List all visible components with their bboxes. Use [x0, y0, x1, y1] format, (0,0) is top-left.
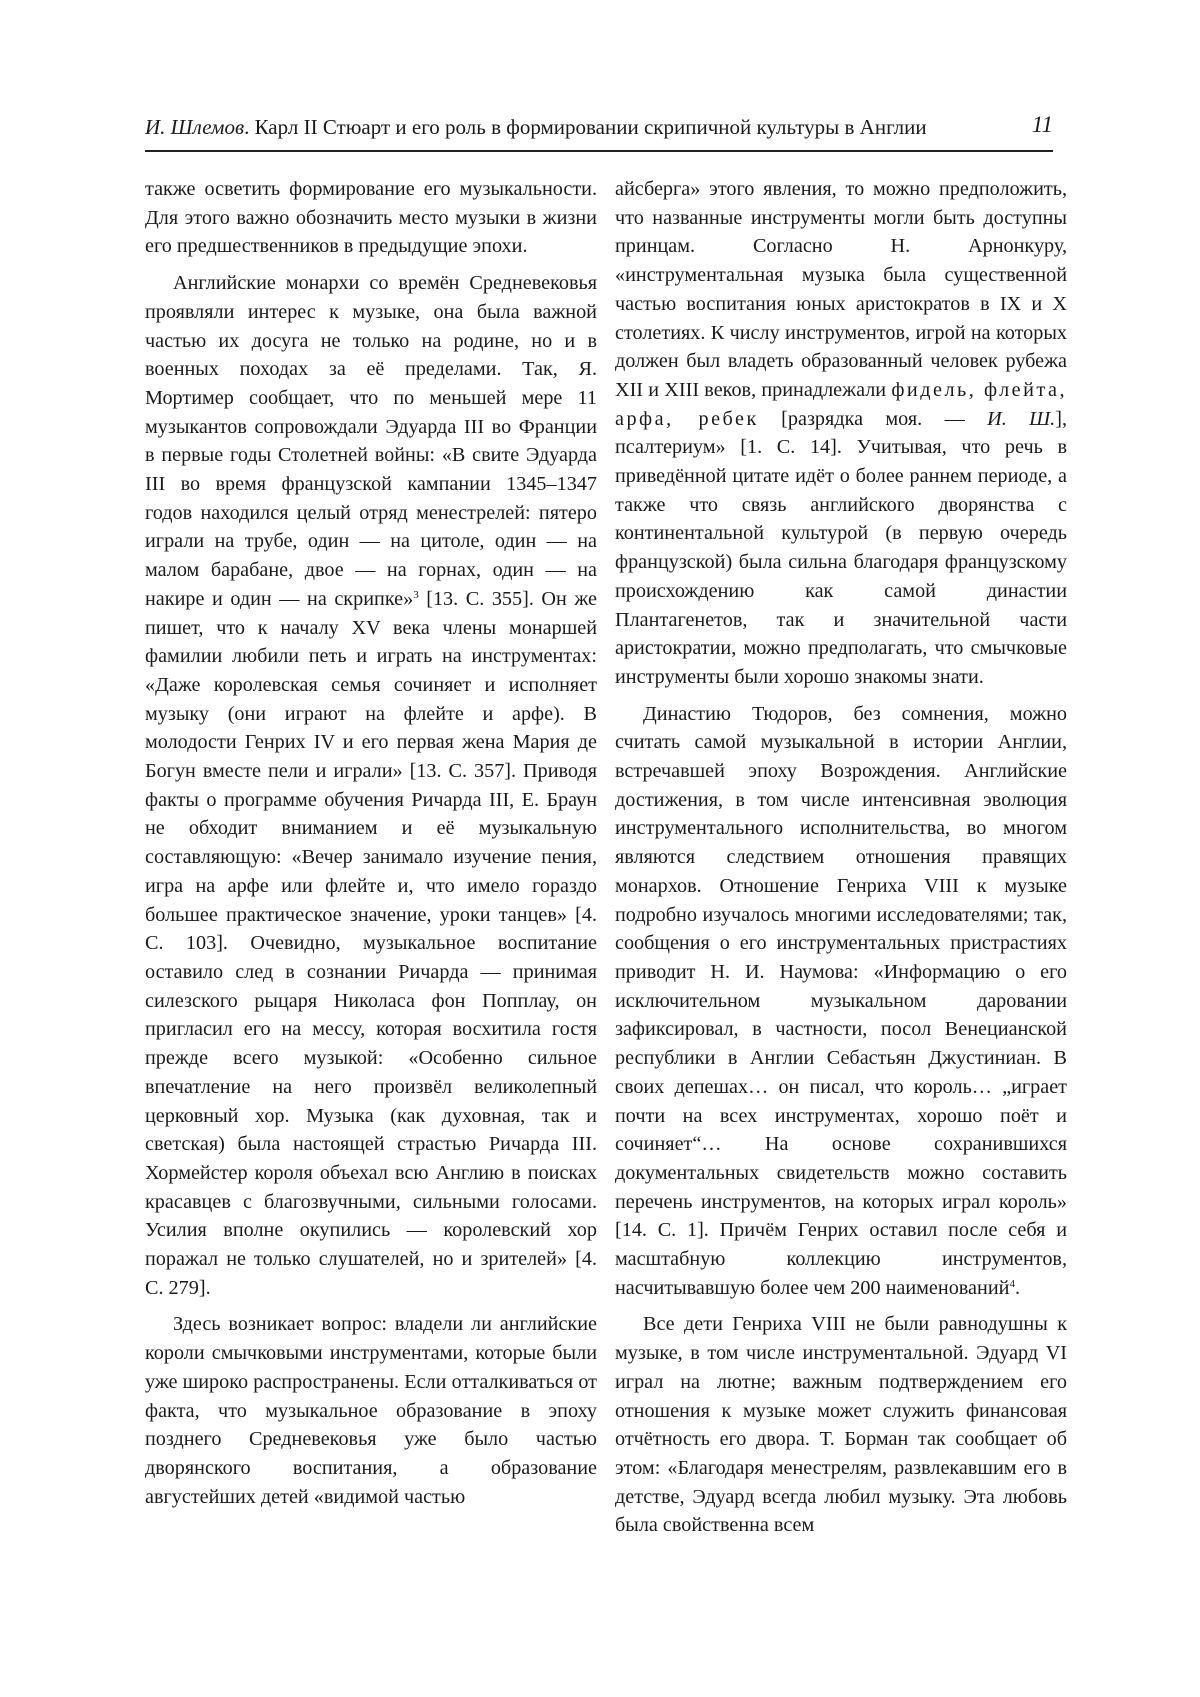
paragraph	[615, 700, 1067, 1303]
paragraph	[615, 175, 1067, 692]
paragraph-text: [13. С. 355]. Он же пишет, что к началу XV века члены монаршей фамилии любили петь и играть на инструментах: «Даже королевская семья сочиняет и исполняет музыку (они играют на флейте и арфе). В молодости Генрих IV и его первая жена Мария де Богун вместе пели и играли» [13. С. 357]. Приводя факты о программе обучения Ричарда III, Е. Браун не обходит вниманием и её музыкальную составляющую: «Вечер занимало изучение пения, игра на арфе или флейте и, что имело гораздо большее практическое значение, уроки танцев» [4. С. 103]. Очевидно, музыкальное воспитание оставило след в сознании Ричарда — принимая силезского рыцаря Николаса фон Попплау, он пригласил его на мессу, которая восхитила гостя прежде всего музыкой: «Особенно сильное впечатление на него произвёл великолепный церковный хор. Музыка (как духовная, так и светская) была настоящей страстью Ричарда III. Хормейстер короля объехал всю Англию в поисках красавцев с благозвучными, сильными голосами. Усилия вполне окупились — королевский хор поражал не только слушателей, но и зрителей» [4. С. 279].	[145, 587, 598, 1299]
spaced-emphasis: фидель, флейта, арфа, ребек	[615, 378, 1067, 430]
paragraph: также осветить формирование его музыкальности. Для этого важно обозначить место музыки в жизни его предшественников в предыдущие эпохи.	[145, 178, 597, 258]
paragraph: Здесь возникает вопрос: владели ли английские короли смычковыми инструментами, которые были уже широко распространены. Если отталкиваться от факта, что музыкальное образование в эпоху позднего Средневековья уже было частью дворянского воспитания, а образование августейших детей «видимой частью	[145, 1313, 597, 1508]
left-column	[145, 175, 597, 1511]
paragraph	[145, 269, 597, 1302]
right-column	[615, 175, 1067, 1540]
header-author: И. Шлемов	[145, 115, 245, 139]
page-number: 11	[1031, 112, 1053, 137]
paragraph-text: айсберга» этого явления, то можно предположить, что названные инструменты могли быть доступны принцам. Согласно Н. Арнонкуру, «инструментальная музыка была существенной частью воспитания юных аристократов в IX и X столетиях. К числу инструментов, игрой на которых должен был владеть образованный человек рубежа XII и XIII веков, принадлежали	[615, 178, 1067, 401]
running-header	[145, 108, 1053, 152]
footnote-marker[interactable]: 3	[413, 588, 419, 601]
paragraph-text: [разрядка моя. —	[758, 407, 988, 430]
paragraph-text: Английские монархи со времён Средневековья проявляли интерес к музыке, она была важной частью их досуга не только на родине, но и в военных походах за её пределами. Так, Я. Мортимер сообщает, что по меньшей мере 11 музыкантов сопровождали Эдуарда III во Франции в первые годы Столетней войны: «В свите Эдуарда III во время французской кампании 1345–1347 годов находился целый отряд менестрелей: пятеро играли на трубе, один — на цитоле, один — на малом барабане, двое — на горнах, один — на накире и один — на скрипке»	[145, 272, 597, 610]
paragraph-text: .	[1014, 1276, 1020, 1299]
paragraph-text: Династию Тюдоров, без сомнения, можно считать самой музыкальной в истории Англии, встречавшей эпоху Возрождения. Английские достижения, в том числе интенсивная эволюция инструментального исполнительства, во многом являются следствием отношения правящих монархов. Отношение Генриха VIII к музыке подробно изучалось многими исследователями; так, сообщения о его инструментальных пристрастиях приводит Н. И. Наумова: «Информацию о его исключительном музыкальном даровании зафиксировал, в частности, посол Венецианской республики в Англии Себастьян Джустиниан. В своих депешах… он писал, что король… „играет почти на всех инструментах, хорошо поёт и сочиняет“… На основе сохранившихся документальных свидетельств можно составить перечень инструментов, на которых играл король» [14. С. 1]. Причём Генрих оставил после себя и масштабную коллекцию инструментов, насчитывавшую более чем 200 наименований	[615, 702, 1067, 1299]
author-initials: И. Ш.	[987, 407, 1056, 430]
footnote-marker[interactable]: 4	[1009, 1277, 1015, 1290]
paragraph: Все дети Генриха VIII не были равнодушны к музыке, в том числе инструментальной. Эдуард VI играл на лютне; важным подтверждением его отношения к музыке может служить финансовая отчётность его двора. Т. Борман так сообщает об этом: «Благодаря менестрелям, развлекавшим его в детстве, Эдуард всегда любил музыку. Эта любовь была свойственна всем	[615, 1313, 1067, 1537]
header-title-line	[145, 112, 927, 142]
paragraph-text: ], псалтериум» [1. С. 14]. Учитывая, что речь в приведённой цитате идёт о более раннем периоде, а также что связь английского дворянства с континентальной культурой (в первую очередь французской) была сильна благодаря французскому происхождению как самой династии Плантагенетов, так и значительной части аристократии, можно предполагать, что смычковые инструменты были хорошо знакомы знати.	[615, 407, 1067, 688]
header-title: . Карл II Стюарт и его роль в формировании скрипичной культуры в Англии	[244, 115, 927, 139]
